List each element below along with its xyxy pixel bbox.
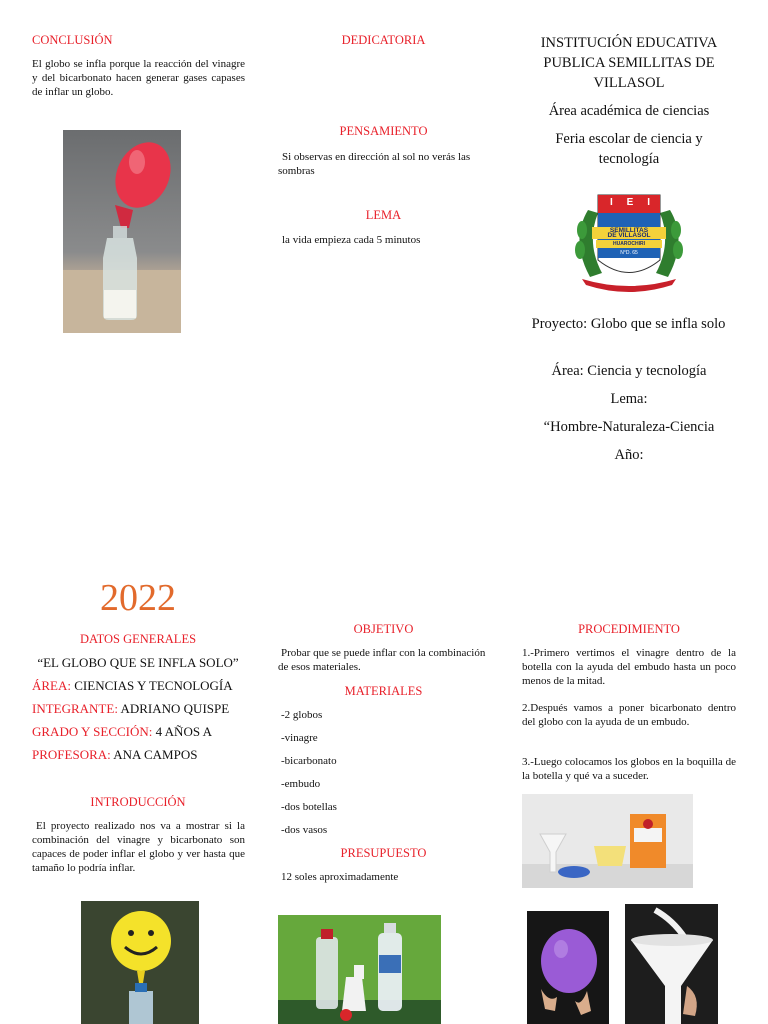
datos-generales-heading: DATOS GENERALES (79, 632, 197, 646)
project-name: “EL GLOBO QUE SE INFLA SOLO” (37, 655, 239, 670)
material-item: -bicarbonato (281, 755, 337, 767)
objetivo-heading: OBJETIVO (353, 622, 414, 636)
pouring-funnel-photo (625, 904, 718, 1024)
grado-value: 4 AÑOS A (152, 724, 212, 739)
introduccion-text: El proyecto realizado nos va a mostrar si la combinación del vinagre y bicarbonato son capaces de poder inflar el globo y ver hasta que tamaño lo podría inflar. (32, 820, 245, 874)
purple-balloon-photo (527, 911, 609, 1024)
crest-banner-3: HUAROCHIRI (613, 241, 645, 247)
introduccion-heading: INTRODUCCIÓN (90, 795, 186, 809)
pensamiento-text: Si observas en dirección al sol no verás las sombras (278, 151, 471, 177)
conclusion-heading: CONCLUSIÓN (32, 33, 113, 47)
integrante-label: INTEGRANTE: (32, 701, 118, 716)
pensamiento-heading: PENSAMIENTO (339, 124, 428, 138)
materials-photo (278, 915, 441, 1024)
dedicatoria-heading: DEDICATORIA (341, 33, 426, 47)
integrante-value: ADRIANO QUISPE (117, 701, 230, 716)
profesora-row (32, 747, 262, 763)
profesora-value: ANA CAMPOS (110, 747, 198, 762)
step-1: 1.-Primero vertimos el vinagre dentro de la botella con la ayuda del embudo hasta un poco menos de la mitad. (522, 647, 736, 687)
lema-label: Lema: (610, 391, 648, 407)
material-item: -2 globos (281, 709, 323, 721)
funnel-and-baking-soda-photo (522, 794, 693, 888)
proyecto-line: Proyecto: Globo que se infla solo (531, 316, 726, 332)
presupuesto-heading: PRESUPUESTO (340, 846, 427, 860)
step-2: 2.Después vamos a poner bicarbonato dentro del globo con la ayuda de un embudo. (522, 702, 736, 728)
lema-text: la vida empieza cada 5 minutos (282, 234, 421, 246)
crest-banner-4: N°D. 65 (620, 250, 638, 256)
lema-value: “Hombre-Naturaleza-Ciencia (543, 419, 715, 435)
feria-title: Feria escolar de ciencia y tecnología (555, 131, 703, 167)
crest-letter-1: I (610, 197, 613, 208)
school-name: INSTITUCIÓN EDUCATIVA PUBLICA SEMILLITAS DE VILLASOL (540, 35, 718, 91)
area-line: Área: Ciencia y tecnología (551, 363, 707, 379)
year: 2022 (100, 577, 176, 619)
lema-heading: LEMA (365, 208, 402, 222)
material-item: -dos botellas (281, 801, 337, 813)
materiales-list (281, 708, 337, 846)
material-item: -vinagre (281, 732, 318, 744)
area-label: ÁREA: (32, 678, 71, 693)
integrante-row (32, 701, 262, 717)
crest-banner-2: DE VILLASOL (607, 232, 651, 239)
school-crest-logo (568, 185, 690, 300)
materiales-heading: MATERIALES (344, 684, 423, 698)
profesora-label: PROFESORA: (32, 747, 111, 762)
conclusion-text: El globo se infla porque la reacción del vinagre y del bicarbonato hacen generar gases capases de inflar un globo. (32, 58, 245, 98)
balloon-on-bottle-photo (63, 130, 181, 333)
presupuesto-text: 12 soles aproximadamente (281, 871, 399, 883)
procedimiento-heading: PROCEDIMIENTO (578, 622, 680, 636)
objetivo-text: Probar que se puede inflar con la combinación de esos materiales. (278, 647, 486, 673)
crest-letter-2: E (626, 197, 634, 208)
area-value: CIENCIAS Y TECNOLOGÍA (71, 678, 233, 693)
area-row (32, 678, 262, 694)
crest-letter-3: I (647, 197, 650, 208)
crest-banner-1: SEMILLITAS (609, 227, 649, 234)
area-academica: Área académica de ciencias (548, 103, 710, 119)
smiley-balloon-photo (81, 901, 199, 1024)
step-3: 3.-Luego colocamos los globos en la boquilla de la botella y qué va a suceder. (522, 756, 736, 782)
grado-row (32, 724, 262, 740)
material-item: -embudo (281, 778, 321, 790)
grado-label: GRADO Y SECCIÓN: (32, 724, 153, 739)
anio-label: Año: (614, 447, 644, 463)
material-item: -dos vasos (281, 824, 328, 836)
